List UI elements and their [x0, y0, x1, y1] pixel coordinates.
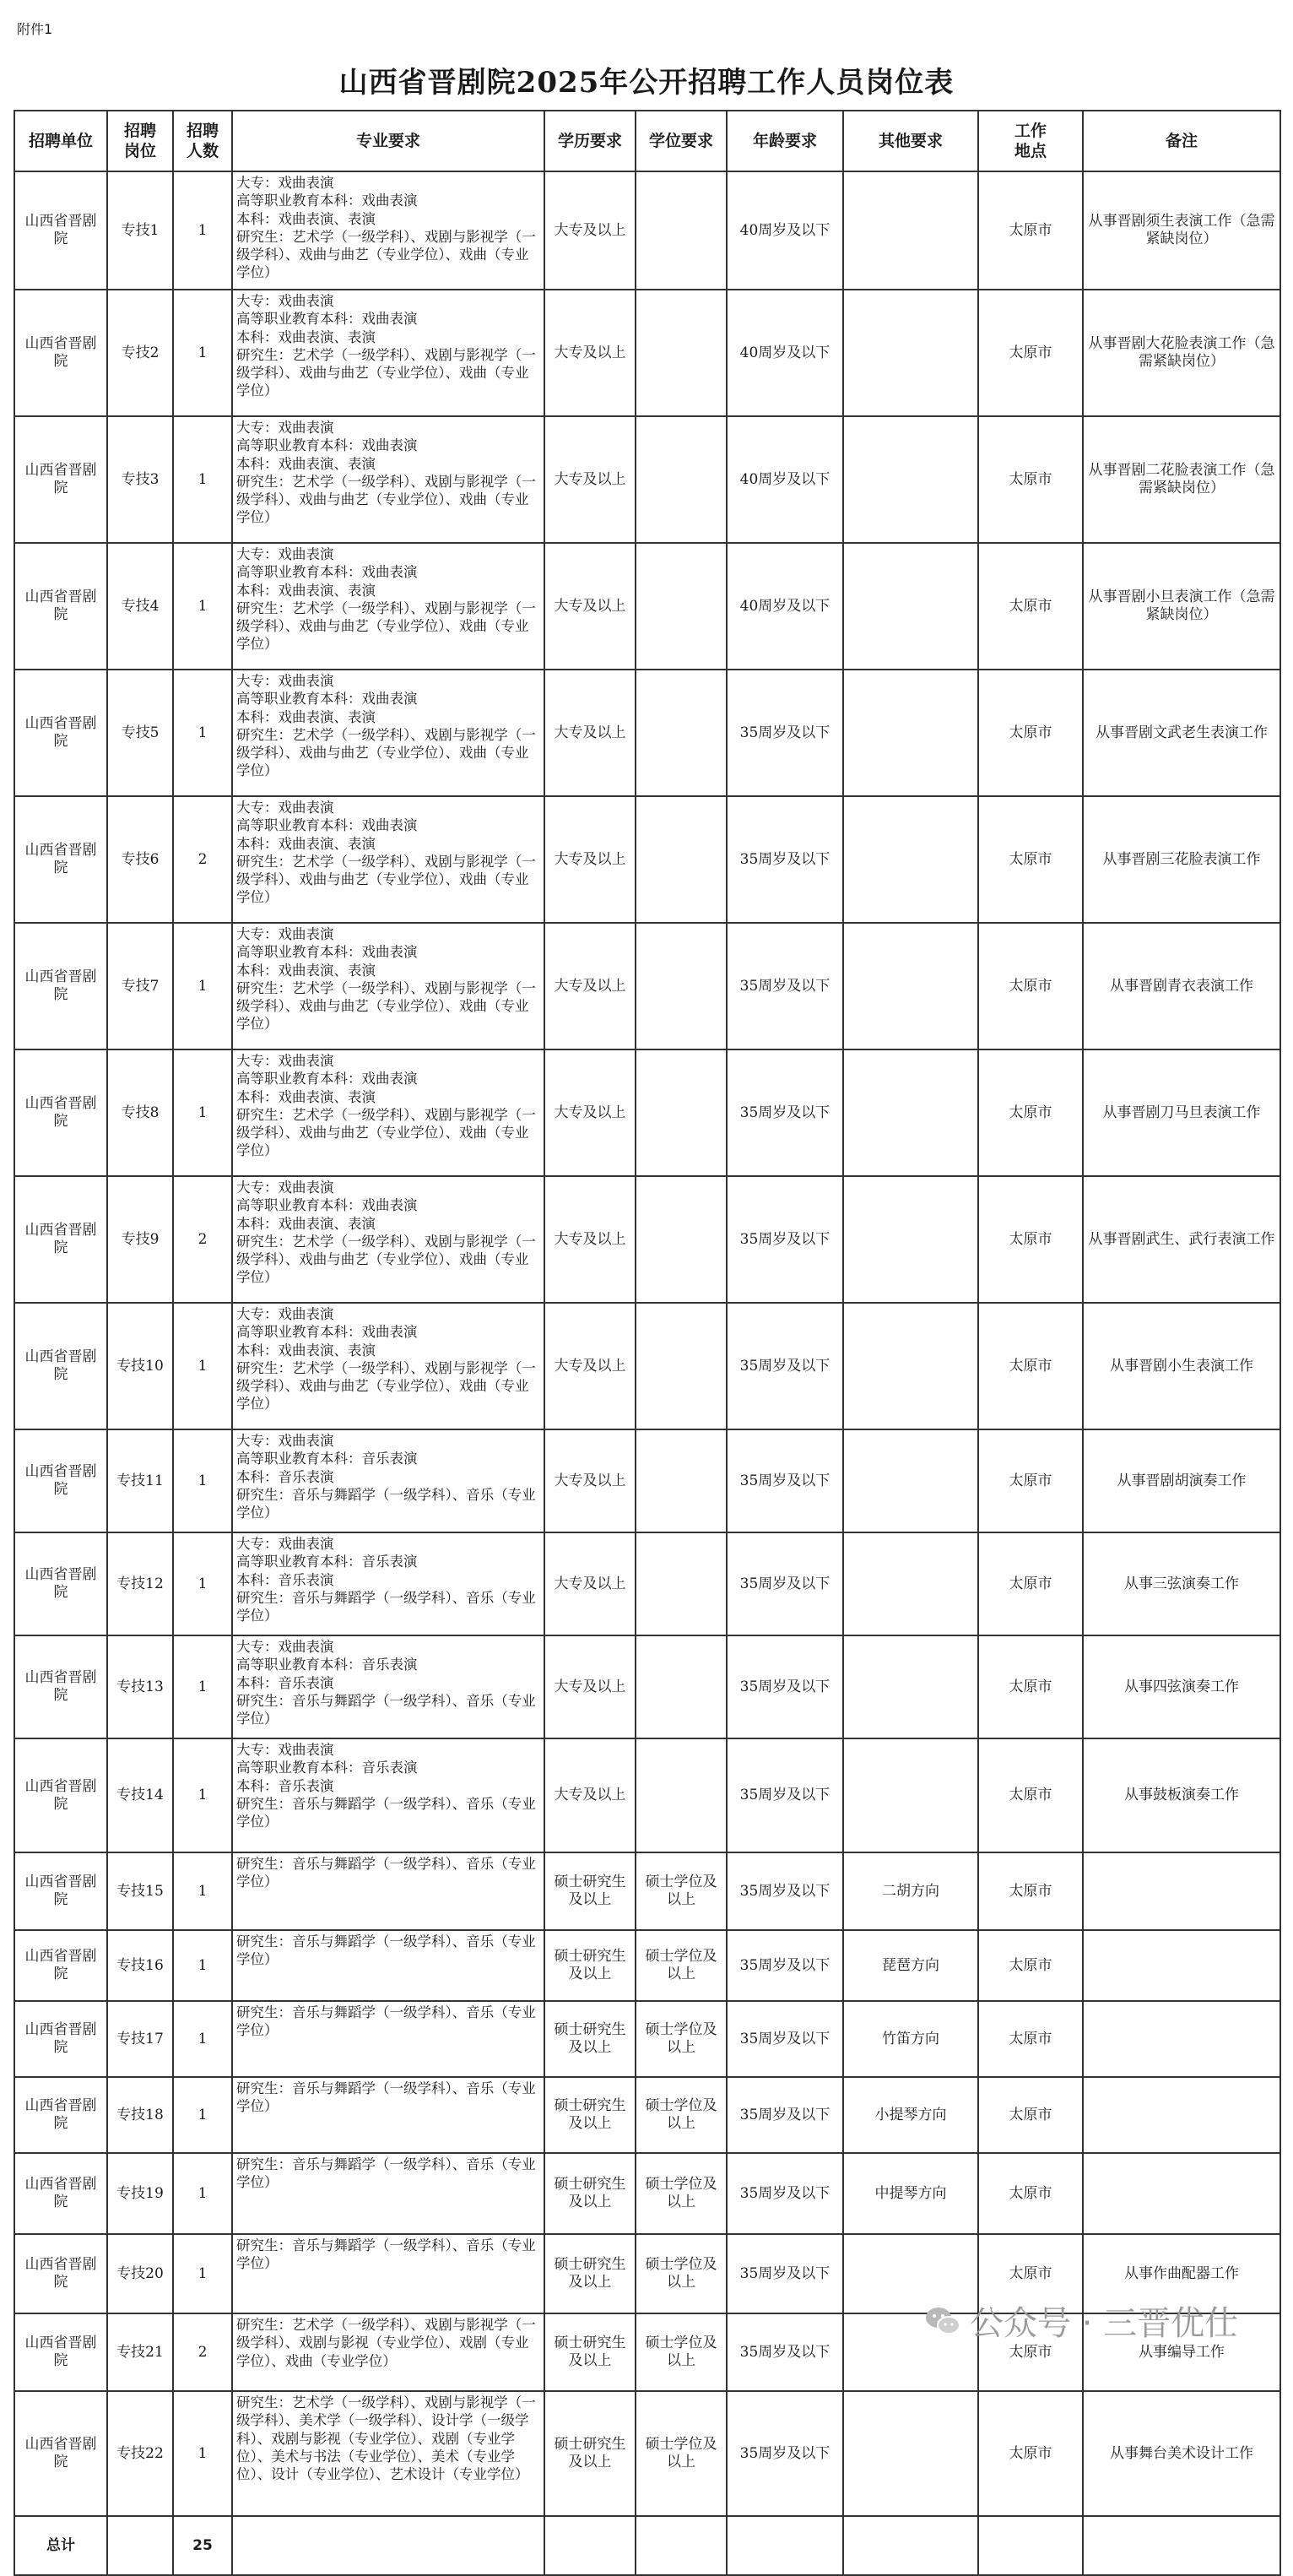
- row-age: 35周岁及以下: [727, 2391, 843, 2516]
- row-education: 大专及以上: [544, 416, 636, 543]
- header-major: 专业要求: [232, 111, 544, 171]
- row-count: 1: [173, 670, 232, 796]
- table-row: [14, 1429, 1280, 1532]
- row-count: 1: [173, 1635, 232, 1738]
- row-degree: 硕士学位及以上: [636, 2077, 727, 2153]
- table-row: [14, 2391, 1280, 2516]
- row-place: 太原市: [978, 1852, 1083, 1930]
- total-label: 总计: [14, 2516, 107, 2575]
- row-place: 太原市: [978, 1049, 1083, 1176]
- row-age: 35周岁及以下: [727, 670, 843, 796]
- total-post: [107, 2516, 173, 2575]
- row-post: 专技12: [107, 1532, 173, 1635]
- row-count: 1: [173, 543, 232, 670]
- row-post: 专技7: [107, 923, 173, 1049]
- row-degree: 硕士学位及以上: [636, 2391, 727, 2516]
- table-row: [14, 2001, 1280, 2077]
- row-other: [843, 923, 978, 1049]
- row-post: 专技21: [107, 2313, 173, 2391]
- row-post: 专技15: [107, 1852, 173, 1930]
- row-education: 大专及以上: [544, 670, 636, 796]
- row-major: 研究生：艺术学（一级学科）、戏剧与影视学（一级学科）、戏剧与影视（专业学位）、戏剧（专业学位）、戏曲（专业学位）: [232, 2313, 544, 2391]
- row-post: 专技1: [107, 171, 173, 290]
- row-post: 专技18: [107, 2077, 173, 2153]
- watermark-text: 公众号 · 三晋优仕: [970, 2304, 1239, 2343]
- row-count: 1: [173, 2234, 232, 2313]
- table-row: [14, 416, 1280, 543]
- table-row: [14, 1930, 1280, 2001]
- row-age: 35周岁及以下: [727, 2234, 843, 2313]
- table-row: [14, 1176, 1280, 1303]
- row-other: [843, 1429, 978, 1532]
- page-title: 山西省晋剧院2025年公开招聘工作人员岗位表: [338, 66, 955, 100]
- row-education: 硕士研究生及以上: [544, 2153, 636, 2234]
- row-other: [843, 1176, 978, 1303]
- row-major: 大专：戏曲表演 高等职业教育本科：戏曲表演 本科：戏曲表演、表演 研究生：艺术学（一级学科）、戏剧与影视学（一级学科）、戏曲与曲艺（专业学位）、戏曲（专业学位）: [232, 1303, 544, 1429]
- row-place: 太原市: [978, 2391, 1083, 2516]
- row-note: 从事晋剧大花脸表演工作（急需紧缺岗位）: [1083, 290, 1280, 416]
- row-education: 硕士研究生及以上: [544, 2001, 636, 2077]
- row-post: 专技14: [107, 1738, 173, 1852]
- row-major: 大专：戏曲表演 高等职业教育本科：音乐表演 本科：音乐表演 研究生：音乐与舞蹈学（一级学科）、音乐（专业学位）: [232, 1635, 544, 1738]
- row-age: 40周岁及以下: [727, 290, 843, 416]
- row-degree: [636, 1303, 727, 1429]
- row-unit: 山西省晋剧院: [14, 2313, 107, 2391]
- watermark: [924, 2297, 1238, 2345]
- row-degree: [636, 543, 727, 670]
- row-age: 35周岁及以下: [727, 2153, 843, 2234]
- row-unit: 山西省晋剧院: [14, 2391, 107, 2516]
- row-other: [843, 171, 978, 290]
- row-place: 太原市: [978, 1176, 1083, 1303]
- row-degree: [636, 1738, 727, 1852]
- row-other: [843, 1738, 978, 1852]
- wechat-icon: [924, 2305, 961, 2337]
- row-unit: 山西省晋剧院: [14, 923, 107, 1049]
- row-count: 1: [173, 290, 232, 416]
- row-note: [1083, 2153, 1280, 2234]
- row-count: 2: [173, 796, 232, 923]
- row-major: 研究生：艺术学（一级学科）、戏剧与影视学（一级学科）、美术学（一级学科）、设计学（一级学科）、戏剧与影视（专业学位）、戏剧（专业学位）、美术与书法（专业学位）、美术（专业学位）、设计（专业学位）、艺术设计（专业学位）: [232, 2391, 544, 2516]
- row-other: 琵琶方向: [843, 1930, 978, 2001]
- table-row: [14, 796, 1280, 923]
- row-degree: [636, 290, 727, 416]
- row-age: 35周岁及以下: [727, 1303, 843, 1429]
- row-place: 太原市: [978, 2313, 1083, 2391]
- row-unit: 山西省晋剧院: [14, 2153, 107, 2234]
- total-count: 25: [173, 2516, 232, 2575]
- row-count: 1: [173, 1049, 232, 1176]
- row-post: 专技19: [107, 2153, 173, 2234]
- row-education: 大专及以上: [544, 796, 636, 923]
- row-note: 从事四弦演奏工作: [1083, 1635, 1280, 1738]
- row-unit: 山西省晋剧院: [14, 796, 107, 923]
- total-age: [727, 2516, 843, 2575]
- row-note: 从事晋剧小生表演工作: [1083, 1303, 1280, 1429]
- row-other: [843, 1303, 978, 1429]
- table-row: [14, 670, 1280, 796]
- row-major: 大专：戏曲表演 高等职业教育本科：音乐表演 本科：音乐表演 研究生：音乐与舞蹈学（一级学科）、音乐（专业学位）: [232, 1738, 544, 1852]
- row-note: 从事作曲配器工作: [1083, 2234, 1280, 2313]
- row-education: 大专及以上: [544, 290, 636, 416]
- row-unit: 山西省晋剧院: [14, 1429, 107, 1532]
- row-unit: 山西省晋剧院: [14, 2001, 107, 2077]
- row-other: [843, 543, 978, 670]
- row-unit: 山西省晋剧院: [14, 171, 107, 290]
- row-age: 35周岁及以下: [727, 1738, 843, 1852]
- row-note: [1083, 2001, 1280, 2077]
- table-row: [14, 290, 1280, 416]
- row-other: [843, 416, 978, 543]
- row-post: 专技2: [107, 290, 173, 416]
- row-other: [843, 1635, 978, 1738]
- row-post: 专技9: [107, 1176, 173, 1303]
- row-education: 大专及以上: [544, 171, 636, 290]
- row-major: 大专：戏曲表演 高等职业教育本科：戏曲表演 本科：戏曲表演、表演 研究生：艺术学（一级学科）、戏剧与影视学（一级学科）、戏曲与曲艺（专业学位）、戏曲（专业学位）: [232, 923, 544, 1049]
- row-count: 1: [173, 1532, 232, 1635]
- row-education: 硕士研究生及以上: [544, 1852, 636, 1930]
- row-note: [1083, 1852, 1280, 1930]
- row-education: 硕士研究生及以上: [544, 1930, 636, 2001]
- row-education: 大专及以上: [544, 1429, 636, 1532]
- total-place: [978, 2516, 1083, 2575]
- row-age: 35周岁及以下: [727, 2001, 843, 2077]
- row-place: 太原市: [978, 1930, 1083, 2001]
- row-post: 专技20: [107, 2234, 173, 2313]
- header-education: 学历要求: [544, 111, 636, 171]
- row-count: 1: [173, 1429, 232, 1532]
- row-unit: 山西省晋剧院: [14, 2077, 107, 2153]
- row-unit: 山西省晋剧院: [14, 1930, 107, 2001]
- row-unit: 山西省晋剧院: [14, 1852, 107, 1930]
- row-degree: 硕士学位及以上: [636, 2001, 727, 2077]
- row-major: 研究生：音乐与舞蹈学（一级学科）、音乐（专业学位）: [232, 1852, 544, 1930]
- row-note: 从事晋剧文武老生表演工作: [1083, 670, 1280, 796]
- total-other: [843, 2516, 978, 2575]
- row-place: 太原市: [978, 1532, 1083, 1635]
- row-count: 1: [173, 1303, 232, 1429]
- row-degree: [636, 1429, 727, 1532]
- row-note: 从事晋剧青衣表演工作: [1083, 923, 1280, 1049]
- row-post: 专技10: [107, 1303, 173, 1429]
- row-place: 太原市: [978, 171, 1083, 290]
- row-other: [843, 1532, 978, 1635]
- row-degree: 硕士学位及以上: [636, 2313, 727, 2391]
- row-post: 专技22: [107, 2391, 173, 2516]
- row-unit: 山西省晋剧院: [14, 1532, 107, 1635]
- row-degree: 硕士学位及以上: [636, 2234, 727, 2313]
- row-post: 专技11: [107, 1429, 173, 1532]
- table-row: [14, 2077, 1280, 2153]
- row-degree: [636, 1635, 727, 1738]
- row-education: 大专及以上: [544, 1176, 636, 1303]
- table-row: [14, 1049, 1280, 1176]
- row-degree: [636, 1532, 727, 1635]
- row-place: 太原市: [978, 2077, 1083, 2153]
- row-unit: 山西省晋剧院: [14, 543, 107, 670]
- row-other: 小提琴方向: [843, 2077, 978, 2153]
- row-count: 1: [173, 2391, 232, 2516]
- total-major: [232, 2516, 544, 2575]
- table-row: [14, 543, 1280, 670]
- row-age: 35周岁及以下: [727, 1049, 843, 1176]
- row-major: 大专：戏曲表演 高等职业教育本科：戏曲表演 本科：戏曲表演、表演 研究生：艺术学（一级学科）、戏剧与影视学（一级学科）、戏曲与曲艺（专业学位）、戏曲（专业学位）: [232, 796, 544, 923]
- row-education: 大专及以上: [544, 1303, 636, 1429]
- row-note: 从事三弦演奏工作: [1083, 1532, 1280, 1635]
- row-major: 研究生：音乐与舞蹈学（一级学科）、音乐（专业学位）: [232, 2077, 544, 2153]
- row-education: 大专及以上: [544, 543, 636, 670]
- row-age: 35周岁及以下: [727, 2313, 843, 2391]
- row-major: 研究生：音乐与舞蹈学（一级学科）、音乐（专业学位）: [232, 2234, 544, 2313]
- row-note: 从事晋剧武生、武行表演工作: [1083, 1176, 1280, 1303]
- row-age: 35周岁及以下: [727, 1176, 843, 1303]
- row-unit: 山西省晋剧院: [14, 1303, 107, 1429]
- header-post: 招聘 岗位: [107, 111, 173, 171]
- row-post: 专技16: [107, 1930, 173, 2001]
- row-note: 从事舞台美术设计工作: [1083, 2391, 1280, 2516]
- row-note: [1083, 2077, 1280, 2153]
- row-education: 硕士研究生及以上: [544, 2313, 636, 2391]
- row-other: [843, 670, 978, 796]
- header-age: 年龄要求: [727, 111, 843, 171]
- row-note: 从事鼓板演奏工作: [1083, 1738, 1280, 1852]
- row-post: 专技13: [107, 1635, 173, 1738]
- row-note: 从事晋剧三花脸表演工作: [1083, 796, 1280, 923]
- row-age: 35周岁及以下: [727, 1852, 843, 1930]
- row-education: 硕士研究生及以上: [544, 2391, 636, 2516]
- row-note: 从事晋剧小旦表演工作（急需紧缺岗位）: [1083, 543, 1280, 670]
- row-degree: 硕士学位及以上: [636, 1852, 727, 1930]
- row-post: 专技6: [107, 796, 173, 923]
- header-note: 备注: [1083, 111, 1280, 171]
- row-age: 35周岁及以下: [727, 1635, 843, 1738]
- table-row: [14, 171, 1280, 290]
- table-header-row: [14, 111, 1280, 171]
- row-place: 太原市: [978, 1303, 1083, 1429]
- row-unit: 山西省晋剧院: [14, 2234, 107, 2313]
- row-place: 太原市: [978, 1635, 1083, 1738]
- row-count: 1: [173, 2153, 232, 2234]
- table-row: [14, 1852, 1280, 1930]
- row-note: 从事晋剧二花脸表演工作（急需紧缺岗位）: [1083, 416, 1280, 543]
- row-place: 太原市: [978, 923, 1083, 1049]
- row-major: 研究生：音乐与舞蹈学（一级学科）、音乐（专业学位）: [232, 1930, 544, 2001]
- table-row: [14, 1303, 1280, 1429]
- table-row: [14, 1635, 1280, 1738]
- row-degree: 硕士学位及以上: [636, 1930, 727, 2001]
- row-age: 35周岁及以下: [727, 923, 843, 1049]
- row-post: 专技3: [107, 416, 173, 543]
- row-place: 太原市: [978, 796, 1083, 923]
- row-other: [843, 2391, 978, 2516]
- row-age: 35周岁及以下: [727, 796, 843, 923]
- row-degree: [636, 171, 727, 290]
- row-other: 竹笛方向: [843, 2001, 978, 2077]
- row-unit: 山西省晋剧院: [14, 670, 107, 796]
- row-count: 2: [173, 2313, 232, 2391]
- row-degree: [636, 923, 727, 1049]
- row-degree: [636, 796, 727, 923]
- row-count: 1: [173, 1852, 232, 1930]
- total-row: [14, 2516, 1280, 2575]
- row-count: 1: [173, 1930, 232, 2001]
- row-education: 大专及以上: [544, 1635, 636, 1738]
- row-note: 从事晋剧须生表演工作（急需紧缺岗位）: [1083, 171, 1280, 290]
- table-row: [14, 1532, 1280, 1635]
- row-unit: 山西省晋剧院: [14, 416, 107, 543]
- row-place: 太原市: [978, 290, 1083, 416]
- row-education: 硕士研究生及以上: [544, 2077, 636, 2153]
- row-other: [843, 796, 978, 923]
- row-post: 专技5: [107, 670, 173, 796]
- row-major: 大专：戏曲表演 高等职业教育本科：戏曲表演 本科：戏曲表演、表演 研究生：艺术学（一级学科）、戏剧与影视学（一级学科）、戏曲与曲艺（专业学位）、戏曲（专业学位）: [232, 543, 544, 670]
- positions-table: [14, 110, 1281, 2576]
- row-place: 太原市: [978, 2234, 1083, 2313]
- row-note: 从事编导工作: [1083, 2313, 1280, 2391]
- row-major: 研究生：音乐与舞蹈学（一级学科）、音乐（专业学位）: [232, 2001, 544, 2077]
- row-post: 专技4: [107, 543, 173, 670]
- row-major: 大专：戏曲表演 高等职业教育本科：戏曲表演 本科：戏曲表演、表演 研究生：艺术学（一级学科）、戏剧与影视学（一级学科）、戏曲与曲艺（专业学位）、戏曲（专业学位）: [232, 290, 544, 416]
- row-unit: 山西省晋剧院: [14, 290, 107, 416]
- row-age: 35周岁及以下: [727, 1930, 843, 2001]
- row-place: 太原市: [978, 543, 1083, 670]
- row-count: 1: [173, 2001, 232, 2077]
- row-count: 1: [173, 416, 232, 543]
- header-other: 其他要求: [843, 111, 978, 171]
- row-count: 1: [173, 2077, 232, 2153]
- row-education: 大专及以上: [544, 923, 636, 1049]
- table-row: [14, 2153, 1280, 2234]
- row-age: 35周岁及以下: [727, 2077, 843, 2153]
- header-degree: 学位要求: [636, 111, 727, 171]
- row-place: 太原市: [978, 1429, 1083, 1532]
- row-note: 从事晋剧刀马旦表演工作: [1083, 1049, 1280, 1176]
- row-place: 太原市: [978, 670, 1083, 796]
- row-age: 40周岁及以下: [727, 543, 843, 670]
- row-education: 硕士研究生及以上: [544, 2234, 636, 2313]
- row-age: 35周岁及以下: [727, 1532, 843, 1635]
- header-count: 招聘 人数: [173, 111, 232, 171]
- row-other: [843, 1049, 978, 1176]
- row-major: 大专：戏曲表演 高等职业教育本科：戏曲表演 本科：戏曲表演、表演 研究生：艺术学（一级学科）、戏剧与影视学（一级学科）、戏曲与曲艺（专业学位）、戏曲（专业学位）: [232, 171, 544, 290]
- row-place: 太原市: [978, 1738, 1083, 1852]
- row-note: [1083, 1930, 1280, 2001]
- row-unit: 山西省晋剧院: [14, 1738, 107, 1852]
- row-major: 大专：戏曲表演 高等职业教育本科：音乐表演 本科：音乐表演 研究生：音乐与舞蹈学（一级学科）、音乐（专业学位）: [232, 1429, 544, 1532]
- row-degree: [636, 1176, 727, 1303]
- row-other: 二胡方向: [843, 1852, 978, 1930]
- row-note: 从事晋剧胡演奏工作: [1083, 1429, 1280, 1532]
- row-count: 1: [173, 923, 232, 1049]
- row-age: 40周岁及以下: [727, 171, 843, 290]
- row-other: 中提琴方向: [843, 2153, 978, 2234]
- row-place: 太原市: [978, 2001, 1083, 2077]
- row-unit: 山西省晋剧院: [14, 1049, 107, 1176]
- total-degree: [636, 2516, 727, 2575]
- total-education: [544, 2516, 636, 2575]
- row-place: 太原市: [978, 416, 1083, 543]
- row-unit: 山西省晋剧院: [14, 1635, 107, 1738]
- header-place: 工作 地点: [978, 111, 1083, 171]
- row-education: 大专及以上: [544, 1532, 636, 1635]
- total-note: [1083, 2516, 1280, 2575]
- row-place: 太原市: [978, 2153, 1083, 2234]
- row-count: 1: [173, 171, 232, 290]
- row-degree: [636, 1049, 727, 1176]
- row-degree: [636, 670, 727, 796]
- row-major: 大专：戏曲表演 高等职业教育本科：戏曲表演 本科：戏曲表演、表演 研究生：艺术学（一级学科）、戏剧与影视学（一级学科）、戏曲与曲艺（专业学位）、戏曲（专业学位）: [232, 1049, 544, 1176]
- row-count: 2: [173, 1176, 232, 1303]
- row-count: 1: [173, 1738, 232, 1852]
- row-major: 大专：戏曲表演 高等职业教育本科：戏曲表演 本科：戏曲表演、表演 研究生：艺术学（一级学科）、戏剧与影视学（一级学科）、戏曲与曲艺（专业学位）、戏曲（专业学位）: [232, 670, 544, 796]
- row-post: 专技8: [107, 1049, 173, 1176]
- table-row: [14, 1738, 1280, 1852]
- row-major: 大专：戏曲表演 高等职业教育本科：音乐表演 本科：音乐表演 研究生：音乐与舞蹈学（一级学科）、音乐（专业学位）: [232, 1532, 544, 1635]
- row-education: 大专及以上: [544, 1049, 636, 1176]
- table-row: [14, 923, 1280, 1049]
- row-other: [843, 290, 978, 416]
- header-unit: 招聘单位: [14, 111, 107, 171]
- attachment-label: 附件1: [17, 21, 53, 37]
- row-major: 大专：戏曲表演 高等职业教育本科：戏曲表演 本科：戏曲表演、表演 研究生：艺术学（一级学科）、戏剧与影视学（一级学科）、戏曲与曲艺（专业学位）、戏曲（专业学位）: [232, 416, 544, 543]
- row-age: 40周岁及以下: [727, 416, 843, 543]
- row-degree: [636, 416, 727, 543]
- row-degree: 硕士学位及以上: [636, 2153, 727, 2234]
- row-education: 大专及以上: [544, 1738, 636, 1852]
- row-age: 35周岁及以下: [727, 1429, 843, 1532]
- row-major: 大专：戏曲表演 高等职业教育本科：戏曲表演 本科：戏曲表演、表演 研究生：艺术学（一级学科）、戏剧与影视学（一级学科）、戏曲与曲艺（专业学位）、戏曲（专业学位）: [232, 1176, 544, 1303]
- row-unit: 山西省晋剧院: [14, 1176, 107, 1303]
- row-post: 专技17: [107, 2001, 173, 2077]
- row-major: 研究生：音乐与舞蹈学（一级学科）、音乐（专业学位）: [232, 2153, 544, 2234]
